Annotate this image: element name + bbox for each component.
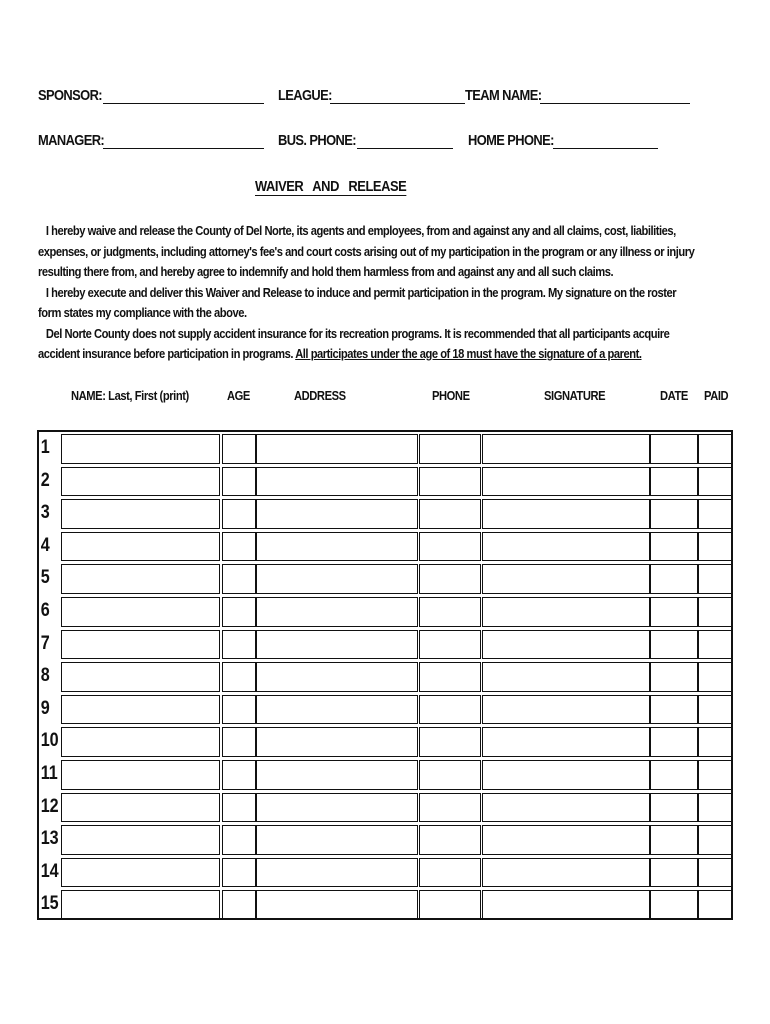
- table-row: [39, 465, 731, 498]
- name-cell[interactable]: [61, 662, 220, 692]
- paid-cell[interactable]: [698, 727, 733, 757]
- address-cell[interactable]: [256, 467, 418, 497]
- name-cell[interactable]: [61, 532, 220, 562]
- league-label: LEAGUE:: [278, 87, 332, 104]
- table-row: [39, 758, 731, 791]
- paid-cell[interactable]: [698, 532, 733, 562]
- signature-cell[interactable]: [482, 564, 650, 594]
- signature-cell[interactable]: [482, 467, 650, 497]
- table-row: [39, 856, 731, 889]
- bus-phone-field[interactable]: [357, 148, 453, 149]
- paid-cell[interactable]: [698, 564, 733, 594]
- date-cell[interactable]: [650, 695, 698, 725]
- waiver-text: [38, 221, 695, 365]
- manager-field[interactable]: [103, 148, 264, 149]
- row-number: 11: [40, 763, 58, 784]
- sponsor-label: SPONSOR:: [38, 87, 103, 104]
- table-row: [39, 497, 731, 530]
- row-number: 7: [40, 632, 50, 654]
- name-cell[interactable]: [61, 793, 220, 823]
- signature-cell[interactable]: [482, 858, 650, 888]
- row-number: 9: [40, 697, 50, 719]
- name-cell[interactable]: [61, 727, 220, 757]
- waiver-line: I hereby waive and release the County of Del Norte, its agents and employees, from and against any and all claims, cost, liabilities,: [38, 223, 676, 238]
- table-row: [39, 530, 731, 563]
- row-number: 3: [40, 502, 50, 524]
- name-cell[interactable]: [61, 760, 220, 790]
- table-row: [39, 725, 731, 758]
- column-header-signature: SIGNATURE: [544, 388, 606, 403]
- column-header-date: DATE: [660, 388, 688, 403]
- name-cell[interactable]: [61, 499, 220, 529]
- address-cell[interactable]: [256, 825, 418, 855]
- name-cell[interactable]: [61, 890, 220, 920]
- phone-cell[interactable]: [419, 793, 481, 823]
- team-name-label: TEAM NAME:: [465, 87, 542, 104]
- name-cell[interactable]: [61, 434, 220, 464]
- signature-cell[interactable]: [482, 630, 650, 660]
- paid-cell[interactable]: [698, 760, 733, 790]
- address-cell[interactable]: [256, 597, 418, 627]
- paid-cell[interactable]: [698, 793, 733, 823]
- signature-cell[interactable]: [482, 662, 650, 692]
- waiver-line: I hereby execute and deliver this Waiver and Release to induce and permit participation in the program. My signature on the roster: [38, 284, 677, 300]
- date-cell[interactable]: [650, 760, 698, 790]
- bus-phone-label: BUS. PHONE:: [278, 132, 356, 149]
- phone-cell[interactable]: [419, 499, 481, 529]
- address-cell[interactable]: [256, 890, 418, 920]
- phone-cell[interactable]: [419, 597, 481, 627]
- waiver-line: Del Norte County does not supply accident insurance for its recreation programs. It is recommended that all participants acquire: [38, 325, 670, 341]
- address-cell[interactable]: [256, 532, 418, 562]
- name-cell[interactable]: [61, 825, 220, 855]
- league-field[interactable]: [330, 103, 465, 104]
- table-row: [39, 693, 731, 726]
- name-cell[interactable]: [61, 630, 220, 660]
- signature-cell[interactable]: [482, 532, 650, 562]
- paid-cell[interactable]: [698, 630, 733, 660]
- age-cell[interactable]: [222, 499, 256, 529]
- date-cell[interactable]: [650, 564, 698, 594]
- date-cell[interactable]: [650, 597, 698, 627]
- table-row: [39, 628, 731, 661]
- address-cell[interactable]: [256, 564, 418, 594]
- age-cell[interactable]: [222, 434, 256, 464]
- row-number: 5: [40, 567, 50, 589]
- age-cell[interactable]: [222, 630, 256, 660]
- name-cell[interactable]: [61, 597, 220, 627]
- age-cell[interactable]: [222, 825, 256, 855]
- signature-cell[interactable]: [482, 727, 650, 757]
- home-phone-field[interactable]: [553, 148, 658, 149]
- paid-cell[interactable]: [698, 499, 733, 529]
- table-row: [39, 888, 731, 921]
- age-cell[interactable]: [222, 858, 256, 888]
- column-header-paid: PAID: [704, 388, 729, 403]
- date-cell[interactable]: [650, 499, 698, 529]
- signature-cell[interactable]: [482, 760, 650, 790]
- parent-signature-notice: All participates under the age of 18 must have the signature of a parent.: [295, 346, 642, 361]
- row-number: 2: [40, 469, 50, 491]
- name-cell[interactable]: [61, 564, 220, 594]
- row-number: 8: [40, 665, 50, 687]
- roster-table: [37, 430, 733, 920]
- phone-cell[interactable]: [419, 890, 481, 920]
- name-cell[interactable]: [61, 858, 220, 888]
- address-cell[interactable]: [256, 793, 418, 823]
- column-header-age: AGE: [227, 388, 250, 403]
- age-cell[interactable]: [222, 727, 256, 757]
- date-cell[interactable]: [650, 630, 698, 660]
- phone-cell[interactable]: [419, 434, 481, 464]
- row-number: 12: [40, 795, 59, 817]
- table-row: [39, 432, 731, 465]
- phone-cell[interactable]: [419, 564, 481, 594]
- age-cell[interactable]: [222, 597, 256, 627]
- date-cell[interactable]: [650, 727, 698, 757]
- phone-cell[interactable]: [419, 760, 481, 790]
- address-cell[interactable]: [256, 434, 418, 464]
- age-cell[interactable]: [222, 467, 256, 497]
- row-number: 15: [40, 893, 59, 915]
- paid-cell[interactable]: [698, 597, 733, 627]
- age-cell[interactable]: [222, 564, 256, 594]
- paid-cell[interactable]: [698, 890, 733, 920]
- date-cell[interactable]: [650, 662, 698, 692]
- name-cell[interactable]: [61, 467, 220, 497]
- column-header-phone: PHONE: [432, 388, 470, 403]
- date-cell[interactable]: [650, 467, 698, 497]
- column-header-address: ADDRESS: [294, 388, 346, 403]
- signature-cell[interactable]: [482, 597, 650, 627]
- signature-cell[interactable]: [482, 793, 650, 823]
- signature-cell[interactable]: [482, 890, 650, 920]
- address-cell[interactable]: [256, 858, 418, 888]
- insurance-text: accident insurance before participation in programs.: [38, 346, 296, 361]
- age-cell[interactable]: [222, 695, 256, 725]
- signature-cell[interactable]: [482, 825, 650, 855]
- address-cell[interactable]: [256, 727, 418, 757]
- age-cell[interactable]: [222, 532, 256, 562]
- row-number: 1: [40, 437, 50, 458]
- age-cell[interactable]: [222, 793, 256, 823]
- table-row: [39, 660, 731, 693]
- phone-cell[interactable]: [419, 825, 481, 855]
- sponsor-field[interactable]: [103, 103, 264, 104]
- address-cell[interactable]: [256, 695, 418, 725]
- signature-cell[interactable]: [482, 434, 650, 464]
- phone-cell[interactable]: [419, 532, 481, 562]
- age-cell[interactable]: [222, 890, 256, 920]
- age-cell[interactable]: [222, 760, 256, 790]
- paid-cell[interactable]: [698, 858, 733, 888]
- date-cell[interactable]: [650, 434, 698, 464]
- waiver-line: form states my compliance with the above.: [38, 305, 247, 320]
- column-header-name: NAME: Last, First (print): [71, 388, 189, 403]
- paid-cell[interactable]: [698, 434, 733, 464]
- paid-cell[interactable]: [698, 467, 733, 497]
- paid-cell[interactable]: [698, 695, 733, 725]
- row-number: 6: [40, 600, 50, 621]
- waiver-line: resulting there from, and hereby agree to indemnify and hold them harmless from and against any and all such claims.: [38, 264, 614, 279]
- date-cell[interactable]: [650, 890, 698, 920]
- table-row: [39, 562, 731, 595]
- date-cell[interactable]: [650, 858, 698, 888]
- name-cell[interactable]: [61, 695, 220, 725]
- team-name-field[interactable]: [540, 103, 690, 104]
- address-cell[interactable]: [256, 662, 418, 692]
- age-cell[interactable]: [222, 662, 256, 692]
- phone-cell[interactable]: [419, 662, 481, 692]
- date-cell[interactable]: [650, 825, 698, 855]
- manager-label: MANAGER:: [38, 132, 105, 149]
- phone-cell[interactable]: [419, 858, 481, 888]
- row-number: 13: [40, 828, 59, 850]
- phone-cell[interactable]: [419, 467, 481, 497]
- signature-cell[interactable]: [482, 499, 650, 529]
- waiver-line: [38, 344, 674, 365]
- table-row: [39, 595, 731, 628]
- row-number: 14: [40, 860, 59, 882]
- signature-cell[interactable]: [482, 695, 650, 725]
- date-cell[interactable]: [650, 532, 698, 562]
- table-row: [39, 791, 731, 824]
- row-number: 10: [40, 730, 59, 752]
- page-title: WAIVER AND RELEASE: [255, 178, 407, 195]
- date-cell[interactable]: [650, 793, 698, 823]
- phone-cell[interactable]: [419, 695, 481, 725]
- address-cell[interactable]: [256, 630, 418, 660]
- address-cell[interactable]: [256, 760, 418, 790]
- row-number: 4: [40, 534, 50, 556]
- phone-cell[interactable]: [419, 727, 481, 757]
- paid-cell[interactable]: [698, 825, 733, 855]
- address-cell[interactable]: [256, 499, 418, 529]
- waiver-line: expenses, or judgments, including attorney's fee's and court costs arising out of my participation in the program or any illness or injury: [38, 243, 695, 259]
- table-row: [39, 823, 731, 856]
- phone-cell[interactable]: [419, 630, 481, 660]
- home-phone-label: HOME PHONE:: [468, 132, 554, 149]
- paid-cell[interactable]: [698, 662, 733, 692]
